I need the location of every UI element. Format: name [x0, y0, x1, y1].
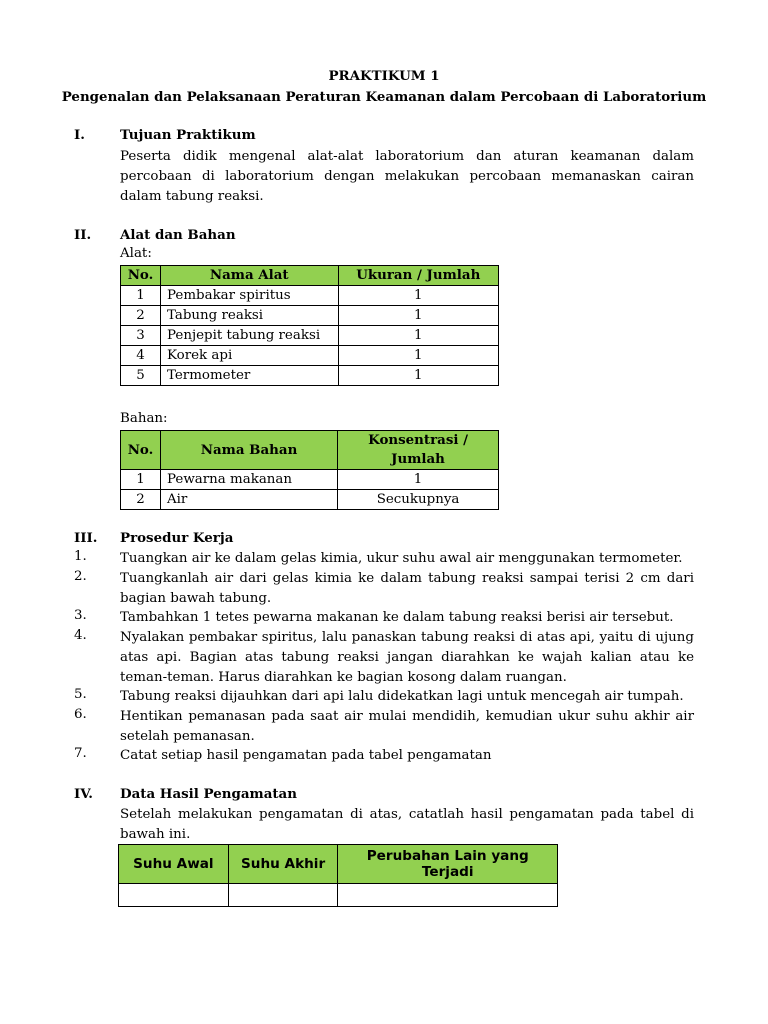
alat-cell-no: 4: [121, 346, 161, 366]
bahan-cell-amount: Secukupnya: [338, 490, 499, 510]
section-1-text: Peserta didik mengenal alat-alat laboratorium dan aturan keamanan dalam percobaan di laboratorium dengan melakukan percobaan memanaskan cairan dalam tabung reaksi.: [120, 149, 694, 204]
step-text: Tabung reaksi dijauhkan dari api lalu didekatkan lagi untuk mencegah air tumpah.: [120, 689, 684, 704]
observation-header-other-changes: Perubahan Lain yang Terjadi: [338, 845, 558, 884]
step-number: 6.: [74, 707, 87, 722]
bahan-cell-name: Pewarna makanan: [160, 470, 337, 490]
alat-cell-size: 1: [338, 306, 498, 326]
alat-cell-size: 1: [338, 286, 498, 306]
table-row: [121, 470, 499, 490]
bahan-cell-no: 2: [121, 490, 161, 510]
bahan-header-name: Nama Bahan: [160, 431, 337, 470]
alat-table: [120, 265, 499, 386]
observation-table-header: [119, 845, 558, 884]
table-row: [121, 286, 499, 306]
table-row: [121, 490, 499, 510]
alat-cell-no: 5: [121, 366, 161, 386]
alat-cell-size: 1: [338, 366, 498, 386]
section-4-text: Setelah melakukan pengamatan di atas, catatlah hasil pengamatan pada tabel di bawah ini.: [120, 807, 694, 842]
step-text: Catat setiap hasil pengamatan pada tabel pengamatan: [120, 748, 492, 763]
alat-cell-name: Termometer: [160, 366, 338, 386]
step-number: 3.: [74, 608, 87, 623]
step-text: Tuangkan air ke dalam gelas kimia, ukur suhu awal air menggunakan termometer.: [120, 551, 683, 566]
page-subtitle: Pengenalan dan Pelaksanaan Peraturan Keamanan dalam Percobaan di Laboratorium: [61, 89, 707, 105]
observation-header-final-temp: Suhu Akhir: [228, 845, 338, 884]
table-row: [121, 326, 499, 346]
bahan-header-amount: Konsentrasi / Jumlah: [338, 431, 499, 470]
step-number: 7.: [74, 746, 87, 761]
observation-cell-final-temp[interactable]: [228, 884, 338, 907]
bahan-cell-amount: 1: [338, 470, 499, 490]
alat-label: Alat:: [120, 246, 152, 261]
section-3-heading: Prosedur Kerja: [120, 530, 234, 546]
alat-header-name: Nama Alat: [160, 266, 338, 286]
bahan-header-no: No.: [121, 431, 161, 470]
alat-cell-no: 2: [121, 306, 161, 326]
section-2-number: II.: [74, 227, 92, 243]
section-4-number: IV.: [74, 786, 93, 802]
alat-cell-name: Tabung reaksi: [160, 306, 338, 326]
observation-cell-initial-temp[interactable]: [119, 884, 229, 907]
step-number: 4.: [74, 628, 87, 643]
bahan-table: [120, 430, 499, 510]
alat-cell-name: Penjepit tabung reaksi: [160, 326, 338, 346]
table-row: [121, 346, 499, 366]
alat-header-no: No.: [121, 266, 161, 286]
bahan-table-header: [121, 431, 499, 470]
step-text: Hentikan pemanasan pada saat air mulai mendidih, kemudian ukur suhu akhir air setelah pemanasan.: [120, 709, 694, 744]
alat-cell-size: 1: [338, 326, 498, 346]
step-text: Nyalakan pembakar spiritus, lalu panaskan tabung reaksi di atas api, yaitu di ujung atas api. Bagian atas tabung reaksi jangan diarahkan ke wajah kalian atau ke teman-teman. Harus diarahkan ke bagian kosong dalam ruangan.: [120, 630, 694, 685]
observation-header-initial-temp: Suhu Awal: [119, 845, 229, 884]
table-row: [121, 306, 499, 326]
alat-header-size: Ukuran / Jumlah: [338, 266, 498, 286]
step-text: Tuangkanlah air dari gelas kimia ke dalam tabung reaksi sampai terisi 2 cm dari bagian bawah tabung.: [120, 571, 694, 606]
step-number: 2.: [74, 569, 87, 584]
alat-cell-no: 1: [121, 286, 161, 306]
observation-cell-other-changes[interactable]: [338, 884, 558, 907]
page-title: PRAKTIKUM 1: [328, 68, 440, 84]
section-2-heading: Alat dan Bahan: [120, 227, 236, 243]
section-1-number: I.: [74, 127, 85, 143]
alat-cell-name: Korek api: [160, 346, 338, 366]
bahan-cell-no: 1: [121, 470, 161, 490]
step-text: Tambahkan 1 tetes pewarna makanan ke dalam tabung reaksi berisi air tersebut.: [120, 610, 674, 625]
alat-cell-size: 1: [338, 346, 498, 366]
observation-table: [118, 844, 558, 907]
alat-cell-no: 3: [121, 326, 161, 346]
step-number: 1.: [74, 549, 87, 564]
bahan-label: Bahan:: [120, 411, 168, 426]
section-4-heading: Data Hasil Pengamatan: [120, 786, 297, 802]
alat-table-header: [121, 266, 499, 286]
step-number: 5.: [74, 687, 87, 702]
bahan-cell-name: Air: [160, 490, 337, 510]
table-row: [121, 366, 499, 386]
section-3-number: III.: [74, 530, 98, 546]
alat-cell-name: Pembakar spiritus: [160, 286, 338, 306]
section-1-heading: Tujuan Praktikum: [120, 127, 256, 143]
table-row: [119, 884, 558, 907]
